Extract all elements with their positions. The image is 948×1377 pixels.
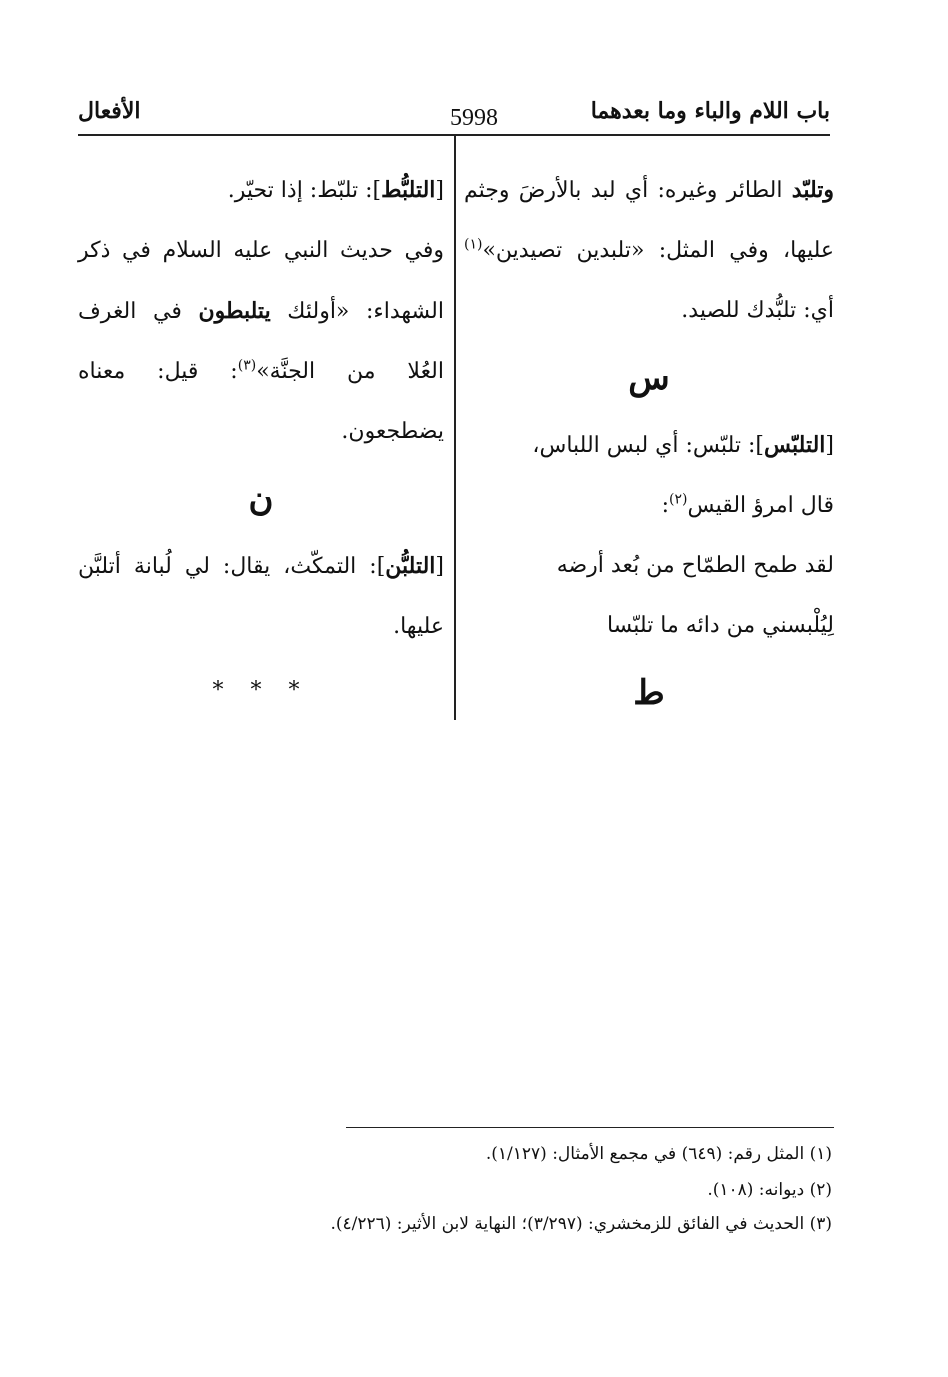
entry-text: ]: التمكّث، يقال: لي لُبانة أتلبَّن عليها. (78, 554, 444, 639)
column-divider (454, 135, 456, 720)
section-letter-nun: ن (248, 479, 274, 519)
entry-text: وفي حديث النبي عليه السلام في ذكر الشهداء: «أولئك (78, 238, 444, 324)
section-end-stars: * * * (212, 678, 310, 703)
entry-text-tail: أي: تلبُّدك للصيد. (681, 298, 834, 323)
quote-attribution: قال امرؤ القيس (687, 493, 834, 518)
bracket-open: [ (435, 554, 444, 579)
footnote-ref: (٢) (669, 491, 688, 508)
left-column (78, 160, 444, 721)
footnote-ref: (٣) (237, 357, 257, 374)
headword: التلبُّن (385, 553, 436, 579)
headword: التلبُّط (381, 177, 436, 203)
entry-text: في الغرف العُلا من الجنَّة» (78, 299, 444, 384)
headword: وتلبّد (791, 177, 834, 203)
entry-talabbun (78, 536, 444, 657)
entry-text: ]: تلبّس: أي لبس اللباس، (532, 433, 764, 458)
entry-talabbut (78, 160, 444, 221)
bracket-open: [ (825, 433, 834, 458)
entry-talabbus (464, 415, 834, 476)
verse-line-2: لِيُلْبسني من دائه ما تلبّسا (606, 613, 834, 638)
bracket-open: [ (435, 178, 444, 203)
verse-line-1: لقد طمح الطمّاح من بُعد أرضه (556, 553, 834, 578)
chapter-title: باب اللام والباء وما بعدهما (590, 98, 830, 124)
footnote-2: (٢) ديوانه: (١٠٨). (707, 1180, 832, 1200)
section-title: الأفعال (78, 98, 141, 124)
footnote-ref: (١) (464, 236, 483, 253)
footnote-rule (346, 1127, 834, 1128)
entry-talabbud (464, 160, 834, 341)
entry-text-tail: : قيل: معناه يضطجعون. (78, 359, 444, 444)
quote-colon: : (661, 493, 670, 518)
right-column (464, 160, 834, 730)
headword: التلبّس (763, 432, 826, 458)
footnote-3: (٣) الحديث في الفائق للزمخشري: (٣/٢٩٧)؛ النهاية لابن الأثير: (٤/٢٢٦). (330, 1214, 832, 1234)
footnote-1: (١) المثل رقم: (٦٤٩) في مجمع الأمثال: (١/١٢٧). (485, 1144, 832, 1164)
entry-text: ]: تلبّط: إذا تحيّر. (227, 178, 382, 203)
quote-intro (464, 476, 834, 536)
hadith-paragraph (78, 221, 444, 462)
page-number: 5998 (450, 105, 498, 131)
headword: يتلبطون (198, 298, 271, 324)
entry-text: الطائر وغيره: أي لبد بالأرضَ وجثم عليها، وفي المثل: «تلبدين تصيدين» (464, 178, 834, 263)
section-letter-sin: س (628, 358, 670, 398)
section-letter-ta: ط (633, 673, 665, 713)
